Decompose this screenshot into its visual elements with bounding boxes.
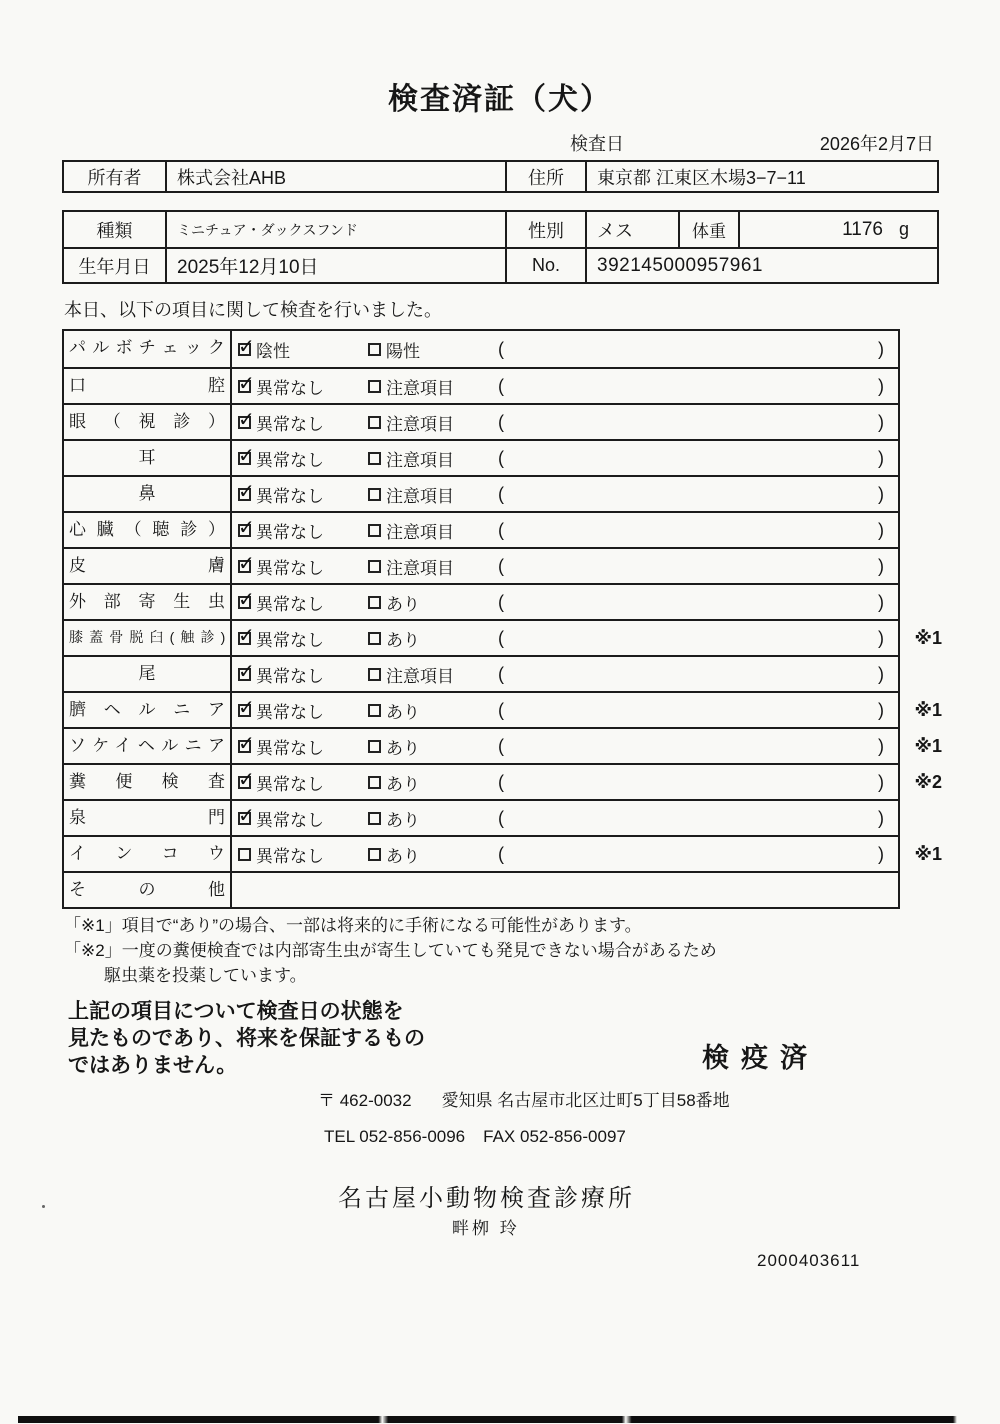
exam-row [64, 871, 898, 907]
paren-close: ) [878, 699, 884, 720]
exam-row [64, 799, 898, 835]
clinic-phone-line [324, 1127, 626, 1147]
exam-option [232, 806, 362, 831]
paren-close: ) [878, 627, 884, 648]
exam-option-label: 異常なし [256, 594, 324, 614]
checked-checkbox-icon [238, 452, 251, 465]
birth-value-cell: 2025年12月10日 [167, 249, 507, 282]
footnote-1: 「※1」項目で“あり”の場合、一部は将来的に手術になる可能性があります。 [64, 916, 642, 935]
row-reference-mark: ※1 [914, 736, 942, 756]
exam-option-label: 異常なし [256, 450, 324, 470]
exam-row-label: ソケイヘルニア [64, 729, 232, 763]
no-value-cell: 392145000957961 [597, 254, 764, 276]
scan-edge-artifact [18, 1416, 992, 1423]
exam-option-label: あり [386, 702, 420, 722]
exam-option [362, 590, 496, 615]
exam-option [232, 662, 362, 687]
exam-row [64, 547, 898, 583]
row-reference-mark: ※1 [914, 844, 942, 864]
paren-close: ) [878, 771, 884, 792]
exam-option-label: 異常なし [256, 630, 324, 650]
empty-checkbox-icon [368, 596, 381, 609]
exam-option [362, 806, 496, 831]
clinic-fax: FAX 052-856-0097 [483, 1127, 626, 1146]
paren-open: ( [498, 483, 504, 504]
empty-checkbox-icon [368, 416, 381, 429]
checked-checkbox-icon [238, 704, 251, 717]
checked-checkbox-icon [238, 416, 251, 429]
exam-option-label: 異常なし [256, 486, 324, 506]
exam-row-label: その他 [64, 873, 232, 907]
veterinarian-name: 畔栁 玲 [452, 1219, 520, 1238]
exam-option [362, 518, 496, 543]
owner-value-cell: 株式会社AHB [167, 162, 507, 191]
no-label-cell: No. [507, 249, 587, 282]
empty-checkbox-icon [368, 632, 381, 645]
exam-option [232, 482, 362, 507]
exam-option-label: あり [386, 738, 420, 758]
disclaimer-statement [68, 998, 425, 1079]
exam-option [362, 374, 496, 399]
exam-option-label: 異常なし [256, 846, 324, 866]
remarks-paren-area [496, 772, 898, 793]
empty-checkbox-icon [368, 452, 381, 465]
exam-row [64, 439, 898, 475]
exam-row [64, 835, 942, 871]
remarks-paren-area [496, 339, 898, 360]
footnote-2: 「※2」一度の糞便検査では内部寄生虫が寄生していても発見できない場合があるため [64, 941, 717, 960]
exam-row-label: 泉門 [64, 801, 232, 835]
paren-close: ) [878, 843, 884, 864]
exam-row-label: 糞便検査 [64, 765, 232, 799]
exam-option [362, 698, 496, 723]
exam-row [64, 367, 898, 403]
remarks-paren-area [496, 376, 898, 397]
remarks-paren-area [496, 700, 898, 721]
exam-row [64, 691, 942, 727]
empty-checkbox-icon [368, 812, 381, 825]
exam-row [64, 475, 898, 511]
exam-option [362, 842, 496, 867]
remarks-paren-area [496, 664, 898, 685]
checked-checkbox-icon [238, 343, 251, 356]
document-serial-number: 2000403611 [757, 1251, 861, 1270]
exam-option [232, 698, 362, 723]
owner-label-cell: 所有者 [64, 162, 167, 191]
exam-row [64, 403, 898, 439]
checked-checkbox-icon [238, 812, 251, 825]
clinic-address-line [318, 1086, 730, 1111]
footnote-2-continued: 駆虫薬を投薬しています。 [104, 966, 307, 985]
weight-label-cell: 体重 [680, 212, 740, 247]
exam-option [232, 337, 362, 362]
paren-open: ( [498, 843, 504, 864]
exam-option [362, 410, 496, 435]
checked-checkbox-icon [238, 560, 251, 573]
paren-close: ) [878, 807, 884, 828]
paren-close: ) [878, 591, 884, 612]
exam-row-label: 口腔 [64, 369, 232, 403]
checked-checkbox-icon [238, 488, 251, 501]
page-title: 検査済証（犬） [388, 83, 612, 116]
remarks-paren-area [496, 412, 898, 433]
exam-option-label: あり [386, 630, 420, 650]
paren-close: ) [878, 735, 884, 756]
sex-label-cell: 性別 [507, 212, 587, 247]
scan-speck-artifact [42, 1205, 45, 1208]
paren-open: ( [498, 663, 504, 684]
exam-option-label: 陽性 [386, 341, 420, 361]
exam-row-label: 臍ヘルニア [64, 693, 232, 727]
exam-option-label: あり [386, 810, 420, 830]
paren-open: ( [498, 375, 504, 396]
weight-value-cell [740, 212, 937, 247]
exam-option [232, 410, 362, 435]
exam-row-label: 鼻 [64, 477, 232, 511]
birth-label-cell: 生年月日 [64, 249, 167, 282]
exam-option-label: 注意項目 [386, 558, 454, 578]
empty-checkbox-icon [368, 704, 381, 717]
exam-option-label: 異常なし [256, 378, 324, 398]
breed-label-cell: 種類 [64, 212, 167, 247]
paren-open: ( [498, 338, 504, 359]
checked-checkbox-icon [238, 632, 251, 645]
exam-option-label: あり [386, 594, 420, 614]
exam-row-label: 耳 [64, 441, 232, 475]
remarks-paren-area [496, 736, 898, 757]
empty-checkbox-icon [368, 488, 381, 501]
exam-option-label: 異常なし [256, 558, 324, 578]
exam-option-label: 陰性 [256, 341, 290, 361]
exam-option-label: 異常なし [256, 666, 324, 686]
exam-row [64, 583, 898, 619]
sex-value-cell: メス [587, 212, 680, 247]
exam-row [64, 655, 898, 691]
exam-option [232, 554, 362, 579]
disclaimer-line-3: ではありません。 [68, 1054, 238, 1077]
checked-checkbox-icon [238, 740, 251, 753]
empty-checkbox-icon [368, 524, 381, 537]
exam-row [64, 511, 898, 547]
empty-checkbox-icon [368, 848, 381, 861]
empty-checkbox-icon [238, 848, 251, 861]
exam-option [232, 446, 362, 471]
exam-option [232, 374, 362, 399]
clinic-postal-code: 〒 462-0032 [318, 1091, 412, 1110]
row-reference-mark: ※1 [914, 628, 942, 648]
exam-option-label: あり [386, 846, 420, 866]
remarks-paren-area [496, 628, 898, 649]
empty-checkbox-icon [368, 560, 381, 573]
inspection-date-label: 検査日 [570, 134, 624, 154]
exam-option [232, 734, 362, 759]
exam-option-label: 異常なし [256, 522, 324, 542]
address-value-cell: 東京都 江東区木場3−7−11 [597, 167, 806, 188]
clinic-address: 愛知県 名古屋市北区辻町5丁目58番地 [441, 1091, 730, 1110]
exam-option-label: 注意項目 [386, 414, 454, 434]
exam-table [62, 329, 942, 909]
paren-open: ( [498, 807, 504, 828]
exam-option-label: 異常なし [256, 414, 324, 434]
paren-close: ) [878, 663, 884, 684]
exam-row [64, 619, 942, 655]
paren-open: ( [498, 699, 504, 720]
paren-close: ) [878, 447, 884, 468]
exam-option [362, 554, 496, 579]
owner-table [62, 160, 939, 193]
empty-checkbox-icon [368, 776, 381, 789]
exam-option-label: 異常なし [256, 702, 324, 722]
clinic-name: 名古屋小動物検査診療所 [338, 1185, 635, 1212]
paren-close: ) [878, 519, 884, 540]
paren-open: ( [498, 735, 504, 756]
weight-unit: g [898, 219, 909, 239]
row-reference-mark: ※1 [914, 700, 942, 720]
checked-checkbox-icon [238, 596, 251, 609]
paren-close: ) [878, 375, 884, 396]
disclaimer-line-1: 上記の項目について検査日の状態を [68, 1000, 404, 1023]
animal-info-table [62, 210, 939, 284]
paren-close: ) [878, 411, 884, 432]
empty-checkbox-icon [368, 740, 381, 753]
footnotes [64, 913, 717, 988]
exam-row-label: パルボチェック [64, 331, 232, 367]
exam-option-label: 注意項目 [386, 666, 454, 686]
paren-open: ( [498, 771, 504, 792]
exam-option [232, 626, 362, 651]
exam-option-label: 注意項目 [386, 522, 454, 542]
exam-option-label: 異常なし [256, 810, 324, 830]
address-label-cell: 住所 [507, 162, 587, 191]
exam-option-label: あり [386, 774, 420, 794]
remarks-paren-area [496, 520, 898, 541]
checked-checkbox-icon [238, 380, 251, 393]
exam-row-label: 皮膚 [64, 549, 232, 583]
weight-value: 1176 [842, 218, 883, 240]
row-reference-mark: ※2 [914, 772, 942, 792]
exam-option [232, 770, 362, 795]
paren-open: ( [498, 411, 504, 432]
exam-row-label: 外部寄生虫 [64, 585, 232, 619]
exam-option-label: 注意項目 [386, 450, 454, 470]
remarks-paren-area [496, 448, 898, 469]
exam-row [64, 763, 942, 799]
exam-option [362, 482, 496, 507]
exam-option-label: 注意項目 [386, 486, 454, 506]
exam-option-label: 注意項目 [386, 378, 454, 398]
paren-close: ) [878, 483, 884, 504]
exam-option [362, 446, 496, 471]
exam-option [362, 662, 496, 687]
empty-checkbox-icon [368, 343, 381, 356]
disclaimer-line-2: 見たものであり、将来を保証するもの [68, 1027, 425, 1050]
paren-open: ( [498, 447, 504, 468]
paren-close: ) [878, 338, 884, 359]
exam-row [64, 727, 942, 763]
remarks-paren-area [496, 808, 898, 829]
exam-row-label: 尾 [64, 657, 232, 691]
inspection-date-value: 2026年2月7日 [819, 134, 934, 154]
exam-option-label: 異常なし [256, 738, 324, 758]
checked-checkbox-icon [238, 776, 251, 789]
paren-close: ) [878, 555, 884, 576]
exam-option [362, 337, 496, 362]
empty-checkbox-icon [368, 668, 381, 681]
exam-row [64, 331, 898, 367]
quarantine-passed-stamp: 検疫済 [702, 1043, 819, 1073]
clinic-tel: TEL 052-856-0096 [324, 1127, 466, 1146]
exam-option [232, 590, 362, 615]
paren-open: ( [498, 555, 504, 576]
exam-option-label: 異常なし [256, 774, 324, 794]
paren-open: ( [498, 627, 504, 648]
exam-row-label: 眼（視診） [64, 405, 232, 439]
exam-option [232, 842, 362, 867]
remarks-paren-area [496, 844, 898, 865]
remarks-paren-area [496, 556, 898, 577]
exam-option [362, 770, 496, 795]
breed-value-cell: ミニチュア・ダックスフンド [167, 212, 507, 247]
exam-option [362, 626, 496, 651]
remarks-paren-area [496, 484, 898, 505]
empty-checkbox-icon [368, 380, 381, 393]
remarks-paren-area [496, 592, 898, 613]
exam-row-label: 膝蓋骨脱臼(触診) [64, 621, 232, 655]
intro-text: 本日、以下の項目に関して検査を行いました。 [64, 300, 442, 320]
exam-row-label: インコウ [64, 837, 232, 871]
paren-open: ( [498, 519, 504, 540]
checked-checkbox-icon [238, 524, 251, 537]
exam-row-label: 心臓（聴診） [64, 513, 232, 547]
checked-checkbox-icon [238, 668, 251, 681]
exam-option [232, 518, 362, 543]
exam-option [362, 734, 496, 759]
paren-open: ( [498, 591, 504, 612]
